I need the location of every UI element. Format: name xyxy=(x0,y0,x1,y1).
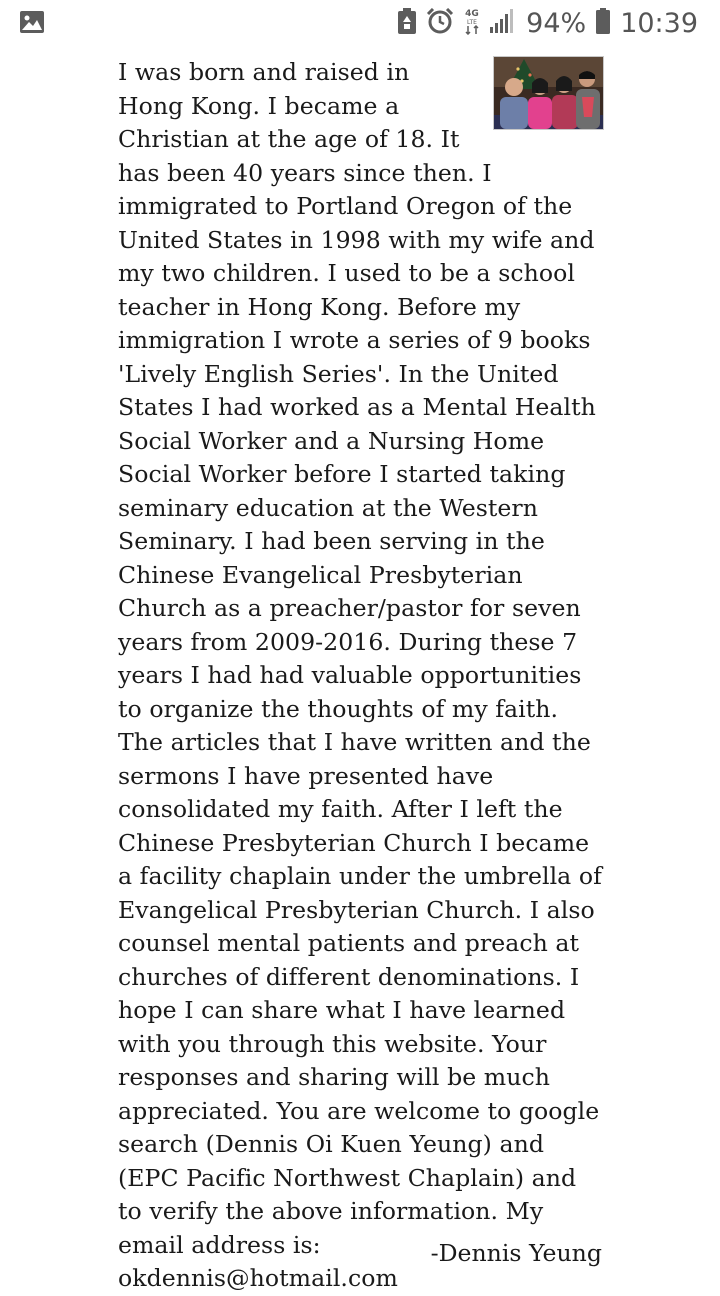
bio-content xyxy=(118,56,604,1296)
svg-text:4G: 4G xyxy=(465,9,479,19)
alarm-icon xyxy=(426,8,454,38)
svg-text:LTE: LTE xyxy=(467,19,478,26)
status-bar xyxy=(0,0,720,46)
gallery-notification-icon xyxy=(20,11,44,37)
recycle-alert-icon xyxy=(398,8,416,38)
clock: 10:39 xyxy=(620,7,698,39)
battery-percent: 94% xyxy=(526,7,587,39)
author-signature: -Dennis Yeung xyxy=(430,1239,602,1267)
family-photo[interactable] xyxy=(493,56,604,130)
4g-lte-data-icon xyxy=(464,7,480,39)
bio-text: I was born and raised in Hong Kong. I became a Christian at the age of 18. It has been 40 years since then. I immigrated to Portland Oregon of the United States in 1998 with my wife and my two children. I used to be a school teacher in Hong Kong. Before my immigration I wrote a series of 9 books 'Lively English Series'. In the United States I had worked as a Mental Health Social Worker and a Nursing Home Social Worker before I started taking seminary education at the Western Seminary. I had been serving in the Chinese Evangelical Presbyterian Church as a preacher/pastor for seven years from 2009-2016. During these 7 years I had had valuable opportunities to organize the thoughts of my faith. The articles that I have written and the sermons I have presented have consolidated my faith. After I left the Chinese Presbyterian Church I became a facility chaplain under the umbrella of Evangelical Presbyterian Church. I also counsel mental patients and preach at churches of different denominations. I hope I can share what I have learned with you through this website. Your responses and sharing will be much appreciated. You are welcome to google search (Dennis Oi Kuen Yeung) and (EPC Pacific Northwest Chaplain) and to verify the above information. My email address is: okdennis@hotmail.com xyxy=(118,58,602,1292)
signal-icon xyxy=(490,9,516,37)
family-photo-image xyxy=(494,57,603,129)
battery-icon xyxy=(596,8,610,38)
